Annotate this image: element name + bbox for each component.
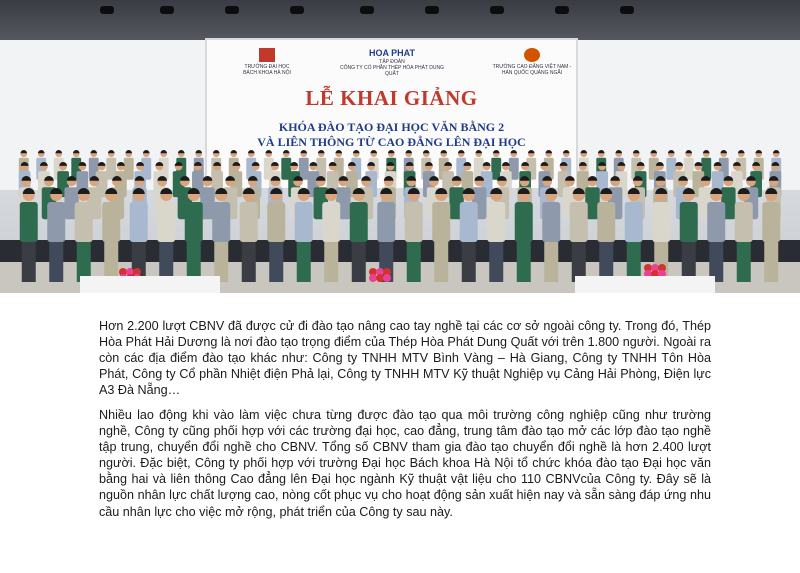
- ceiling: [0, 0, 800, 40]
- person-body: [106, 158, 116, 180]
- person-hair: [125, 150, 132, 153]
- person-legs: [737, 242, 751, 282]
- flower: [369, 274, 377, 282]
- person-hair: [405, 150, 412, 153]
- person-body: [684, 158, 694, 180]
- hoa-phat-logo: [337, 48, 447, 77]
- person-body: [212, 202, 230, 242]
- person-hair: [290, 162, 298, 166]
- person-hair: [510, 150, 517, 153]
- person-body: [377, 202, 395, 242]
- person-body: [542, 202, 560, 242]
- person-body: [487, 202, 505, 242]
- person-hair: [98, 162, 106, 166]
- person-legs: [489, 242, 503, 282]
- hoa-phat-tag: TẬP ĐOÀN: [379, 59, 405, 65]
- person-body: [762, 202, 780, 242]
- ceiling-light: [555, 6, 569, 14]
- person-hair: [178, 150, 185, 153]
- banner-subtitle-line1: KHÓA ĐÀO TẠO ĐẠI HỌC VĂN BẰNG 2: [278, 120, 505, 134]
- person-body: [47, 202, 65, 242]
- person-hair: [668, 150, 675, 153]
- person-body: [240, 202, 258, 242]
- person-hair: [423, 150, 430, 153]
- flower-table-right: [575, 276, 715, 293]
- person-hair: [685, 150, 692, 153]
- bach-khoa-emblem-icon: [259, 48, 275, 62]
- person-hair: [633, 150, 640, 153]
- ceiling-light: [100, 6, 114, 14]
- person-hair: [300, 150, 307, 153]
- person-hair: [230, 150, 237, 153]
- person-body: [75, 202, 93, 242]
- person-body: [102, 202, 120, 242]
- person-legs: [242, 242, 256, 282]
- person-hair: [675, 162, 683, 166]
- person-hair: [598, 150, 605, 153]
- person-legs: [517, 242, 531, 282]
- person-body: [20, 202, 38, 242]
- person-body: [295, 202, 313, 242]
- person-hair: [720, 150, 727, 153]
- person-hair: [203, 176, 213, 181]
- flower: [383, 274, 391, 282]
- person-hair: [55, 150, 62, 153]
- person-hair: [318, 150, 325, 153]
- ceiling-light: [225, 6, 239, 14]
- person-hair: [738, 150, 745, 153]
- person-body: [652, 202, 670, 242]
- person-hair: [388, 150, 395, 153]
- person-body: [735, 202, 753, 242]
- person-body: [322, 202, 340, 242]
- person-hair: [108, 150, 115, 153]
- person-body: [570, 202, 588, 242]
- person-hair: [502, 162, 510, 166]
- person-body: [130, 202, 148, 242]
- person-hair: [528, 150, 535, 153]
- person-body: [299, 158, 309, 180]
- ceiling-light: [360, 6, 374, 14]
- crowd-of-people: [0, 140, 800, 293]
- person-body: [515, 202, 533, 242]
- person-body: [625, 202, 643, 242]
- ceiling-light: [490, 6, 504, 14]
- hoa-phat-brand: HOA PHAT: [369, 48, 415, 58]
- person-body: [491, 158, 501, 180]
- person-hair: [563, 150, 570, 153]
- person-hair: [483, 162, 491, 166]
- person-legs: [764, 242, 778, 282]
- person-hair: [773, 150, 780, 153]
- person-hair: [309, 162, 317, 166]
- person-hair: [353, 150, 360, 153]
- ceiling-light: [425, 6, 439, 14]
- article-paragraph-2: Nhiều lao động khi vào làm việc chưa từng được đào tạo qua môi trường công nghiệp cũng như trường nghề, Công ty cũng phối hợp với các trường đại học, cao đẳng, trung tâm đào tạo mở các lớp đào tạo nghề tập trung, chuyển đổi nghề cho CBNV. Tổng số CBNV tham gia đào tạo chuyển đổi nghề là hơn 2.400 lượt người. Đặc biệt, Công ty phối hợp với trường Đại học Bách khoa Hà Nội tổ chức khóa đào tạo Đại học văn bằng hai và liên thông Cao đẳng lên Đại học ngành Kỹ thuật vật liệu cho 110 CBNVcủa Công ty. Đây sẽ là nguồn nhân lực chất lượng cao, nòng cốt phục vụ cho hoạt động sản xuất hiện nay và sẵn sàng đáp ứng nhu cầu nhân lực cho việc mở rộng, phát triển của Công ty sau này.: [99, 408, 711, 519]
- person-hair: [160, 150, 167, 153]
- person-body: [460, 202, 478, 242]
- person-hair: [90, 150, 97, 153]
- person-hair: [650, 150, 657, 153]
- person-legs: [407, 242, 421, 282]
- person-body: [432, 202, 450, 242]
- person-hair: [248, 150, 255, 153]
- person-legs: [297, 242, 311, 282]
- person-hair: [440, 150, 447, 153]
- person-body: [157, 202, 175, 242]
- banner-subtitle-line2: VÀ LIÊN THÔNG TỪ CAO ĐẲNG LÊN ĐẠI HỌC: [257, 135, 526, 149]
- person-body: [350, 202, 368, 242]
- person-hair: [755, 150, 762, 153]
- person-hair: [335, 150, 342, 153]
- person-legs: [22, 242, 36, 282]
- person-hair: [493, 150, 500, 153]
- person-hair: [615, 150, 622, 153]
- person-legs: [352, 242, 366, 282]
- person-hair: [588, 176, 598, 181]
- bach-khoa-logo-text: TRƯỜNG ĐẠI HỌC BÁCH KHOA HÀ NỘI: [243, 64, 291, 76]
- person-hair: [20, 150, 27, 153]
- person-legs: [462, 242, 476, 282]
- person-hair: [283, 150, 290, 153]
- person-hair: [265, 150, 272, 153]
- person-hair: [703, 150, 710, 153]
- person-hair: [117, 162, 125, 166]
- person-legs: [49, 242, 63, 282]
- person-hair: [458, 150, 465, 153]
- person-hair: [143, 150, 150, 153]
- person-hair: [73, 150, 80, 153]
- person-hair: [38, 150, 45, 153]
- person-body: [405, 202, 423, 242]
- person-legs: [434, 242, 448, 282]
- college-emblem-icon: [524, 48, 540, 62]
- flower: [376, 274, 384, 282]
- person-body: [707, 202, 725, 242]
- hoa-phat-company: CÔNG TY CỔ PHẦN THÉP HÒA PHÁT DUNG QUẤT: [339, 65, 444, 77]
- college-logo-text: TRƯỜNG CAO ĐẲNG VIỆT NAM - HÀN QUỐC QUẢNG NGÃI: [492, 64, 572, 76]
- ceiling-light: [620, 6, 634, 14]
- person-body: [680, 202, 698, 242]
- person-legs: [544, 242, 558, 282]
- person-body: [597, 202, 615, 242]
- person-hair: [370, 150, 377, 153]
- person-hair: [545, 150, 552, 153]
- banner-title: LỄ KHAI GIẢNG: [305, 86, 478, 110]
- person-body: [267, 202, 285, 242]
- college-logo: [492, 48, 572, 76]
- person-hair: [195, 150, 202, 153]
- person-body: [185, 202, 203, 242]
- ceiling-light: [160, 6, 174, 14]
- person-hair: [694, 162, 702, 166]
- person-hair: [213, 150, 220, 153]
- ceiling-light: [290, 6, 304, 14]
- person-legs: [324, 242, 338, 282]
- person-hair: [475, 150, 482, 153]
- article-paragraph-1: Hơn 2.200 lượt CBNV đã được cử đi đào tạo nâng cao tay nghề tại các cơ sở ngoài công ty. Trong đó, Thép Hòa Phát Hải Dương là nơi đào tạo trọng điểm của Thép Hòa Phát Dung Quất với trên 1.800 người. Ngoài ra còn các địa điểm đào tạo khác như: Công ty TNHH MTV Bình Vàng – Hà Giang, Công ty TNHH Tôn Hòa Phát, Công ty Cổ phần Nhiệt điện Phả lại, Công ty TNHH MTV Kỹ thuật Nghiệp vụ Cảng Hải Phòng, Điện lực A3 Đà Nẵng…: [99, 319, 711, 398]
- flower-table-left: [80, 276, 220, 293]
- bach-khoa-logo: [237, 48, 297, 76]
- person-hair: [580, 150, 587, 153]
- person-legs: [269, 242, 283, 282]
